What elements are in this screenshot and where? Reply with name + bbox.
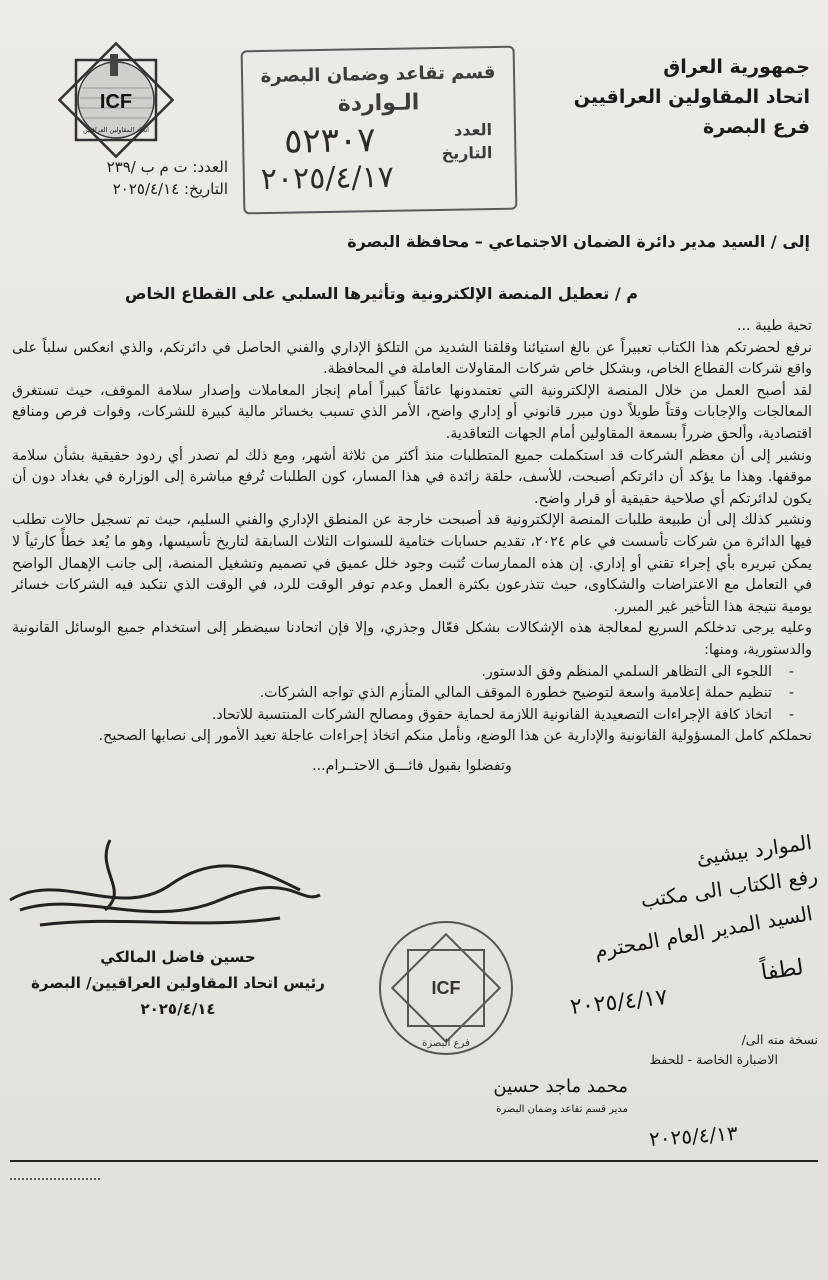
handwritten-signer-name: محمد ماجد حسين bbox=[493, 1076, 628, 1097]
branch-seal-icon bbox=[376, 918, 516, 1058]
signature-scribble-icon bbox=[0, 830, 330, 940]
copy-to-label: نسخة منه الى/ bbox=[741, 1032, 818, 1047]
logo-subtext: اتحاد المقاولين العراقيين bbox=[83, 126, 149, 134]
paragraph-4: ونشير كذلك إلى أن طبيعة طلبات المنصة الإلكترونية قد أصبحت خارجة عن المنطق الإداري والفني السليم، حيث تم تسجيل حالات تطلب فيها الدائرة من شركات تأسست في عام ٢٠٢٤، تقديم حسابات ختامية للسنوات الثلاث السابقة لتاريخ تأسيسها، وهو ما يُعد خطأً كارثياً لا يمكن تبريره بأي إجراء تقني أو إداري. إن هذه الممارسات تُثبت وجود خلل عميق في تصميم وتشغيل المنصة، إلى جانب الإهمال الواضح في التعامل مع الاعتراضات والشكاوى، حيث تتذرعون بكثرة العمل وعدم توفر الوقت للرد، في الوقت الذي تتكبد فيه الشركات خسائر يومية نتيجة هذا التأخير غير المبرر. bbox=[12, 512, 812, 615]
letterhead-country: جمهورية العراق bbox=[663, 56, 810, 78]
paragraph-3: ونشير إلى أن معظم الشركات قد استكملت جميع المتطلبات منذ أكثر من ثلاثة أشهر، ومع ذلك لم تصدر أي ردود حقيقية بشأن سلامة موقفها. وهذا ما يؤكد أن دائرتكم أصبحت، للأسف، حلقة زائدة في هذا المسار، كون الطلبات تُرفع مباشرة إلى الوزارة في بغداد دون أن يكون لدائرتكم أي صلاحية حقيقية أو قرار واضح. bbox=[12, 447, 812, 507]
stamp-incoming: الـواردة bbox=[337, 90, 420, 117]
stamp-hand-date: ٢٠٢٥/٤/١٧ bbox=[260, 159, 395, 198]
handwritten-signer-date: ٢٠٢٥/٤/١٣ bbox=[648, 1120, 739, 1152]
signer-title: رئيس اتحاد المقاولين العراقيين/ البصرة bbox=[31, 974, 325, 992]
paragraph-2: لقد أصبح العمل من خلال المنصة الإلكترونية التي تعتمدونها عائقاً كبيراً أمام إنجاز المعاملات وإصدار سلامة الموقف، حيث تستغرق المعالجات والإجابات وقتاً طويلاً دون مبرر قانوني أو إداري واضح، الأمر الذي تسبب بخسائر مالية كبيرة للشركات، وفوات فرص ومنافع اقتصادية، وألحق ضرراً بسمعة المقاولين أمام الجهات التعاقدية. bbox=[12, 382, 812, 442]
seal-subtext: فرع البصرة bbox=[422, 1038, 470, 1049]
bullet-item: - تنظيم حملة إعلامية واسعة لتوضيح خطورة الموقف المالي المتأزم الذي تواجه الشركات. bbox=[12, 683, 812, 705]
subject-line: م / تعطيل المنصة الإلكترونية وتأثيرها السلبي على القطاع الخاص bbox=[124, 284, 638, 303]
handwritten-note-3: السيد المدير العام المحترم bbox=[592, 901, 815, 963]
paragraph-5: وعليه يرجى تدخلكم السريع لمعالجة هذه الإشكالات بشكل فعّال وجذري، وإلا فإن اتحادنا سيضطر إلى استخدام جميع الوسائل القانونية والدستورية، ومنها: bbox=[12, 620, 812, 658]
stamp-hand-number: ٥٢٣٠٧ bbox=[283, 120, 376, 162]
handwritten-signer-title: مدير قسم تقاعد وضمان البصرة bbox=[496, 1104, 628, 1115]
logo-text: ICF bbox=[99, 91, 133, 113]
stamp-office: قسم تقاعد وضمان البصرة bbox=[260, 61, 496, 88]
incoming-stamp bbox=[241, 46, 518, 215]
handwritten-note-date: ٢٠٢٥/٤/١٧ bbox=[569, 984, 670, 1021]
reference-number: العدد: ت م ب /٢٣٩ bbox=[106, 158, 228, 176]
greeting: تحية طيبة ... bbox=[736, 318, 812, 334]
handwritten-note-1: الموارد بيشيئ bbox=[694, 830, 814, 870]
stamp-date-label: التاريخ bbox=[441, 143, 493, 163]
signature-date: ٢٠٢٥/٤/١٤ bbox=[140, 1000, 216, 1018]
star-seal-icon bbox=[52, 36, 180, 164]
bullet-item: - اتخاذ كافة الإجراءات التصعيدية القانونية اللازمة لحماية حقوق ومصالح الشركات المنتسبة للاتحاد. bbox=[12, 705, 812, 727]
closing-line: وتفضلوا بقبول فائـــق الاحتــرام... bbox=[312, 757, 512, 774]
seal-text: ICF bbox=[431, 978, 461, 998]
stamp-number-label: العدد bbox=[453, 120, 493, 140]
footer-dotted-rule bbox=[10, 1178, 100, 1180]
reference-block bbox=[58, 156, 228, 200]
paragraph-1: نرفع لحضرتكم هذا الكتاب تعبيراً عن بالغ استيائنا وقلقنا الشديد من التلكؤ الإداري والفني الحاصل في دائرتكم، والذي انعكس سلباً على واقع شركات القطاع الخاص، وبشكل خاص شركات المقاولات العاملة في المحافظة. bbox=[12, 339, 812, 378]
letterhead-branch: فرع البصرة bbox=[702, 116, 810, 138]
signer-name: حسين فاضل المالكي bbox=[100, 948, 256, 966]
footer-rule bbox=[10, 1160, 818, 1162]
addressee: إلى / السيد مدير دائرة الضمان الاجتماعي – محافظة البصرة bbox=[347, 232, 810, 251]
signature-block bbox=[28, 944, 328, 1022]
copy-to bbox=[650, 1030, 819, 1070]
bullet-item: - اللجوء الى التظاهر السلمي المنظم وفق الدستور. bbox=[12, 662, 812, 684]
paragraph-6: نحملكم كامل المسؤولية القانونية والإدارية عن هذا الوضع، ونأمل منكم اتخاذ إجراءات عاجلة تعيد الأمور إلى نصابها الصحيح. bbox=[98, 728, 812, 745]
letter-body bbox=[12, 316, 812, 777]
letterhead bbox=[574, 52, 810, 142]
handwritten-note-2: رفع الكتاب الى مكتب bbox=[638, 863, 819, 913]
letterhead-union: اتحاد المقاولين العراقيين bbox=[573, 86, 810, 108]
handwritten-note-4: لطفاً bbox=[759, 955, 806, 986]
reference-date: التاريخ: ٢٠٢٥/٤/١٤ bbox=[112, 180, 228, 198]
copy-to-item: الاضبارة الخاصة - للحفظ bbox=[649, 1052, 778, 1067]
